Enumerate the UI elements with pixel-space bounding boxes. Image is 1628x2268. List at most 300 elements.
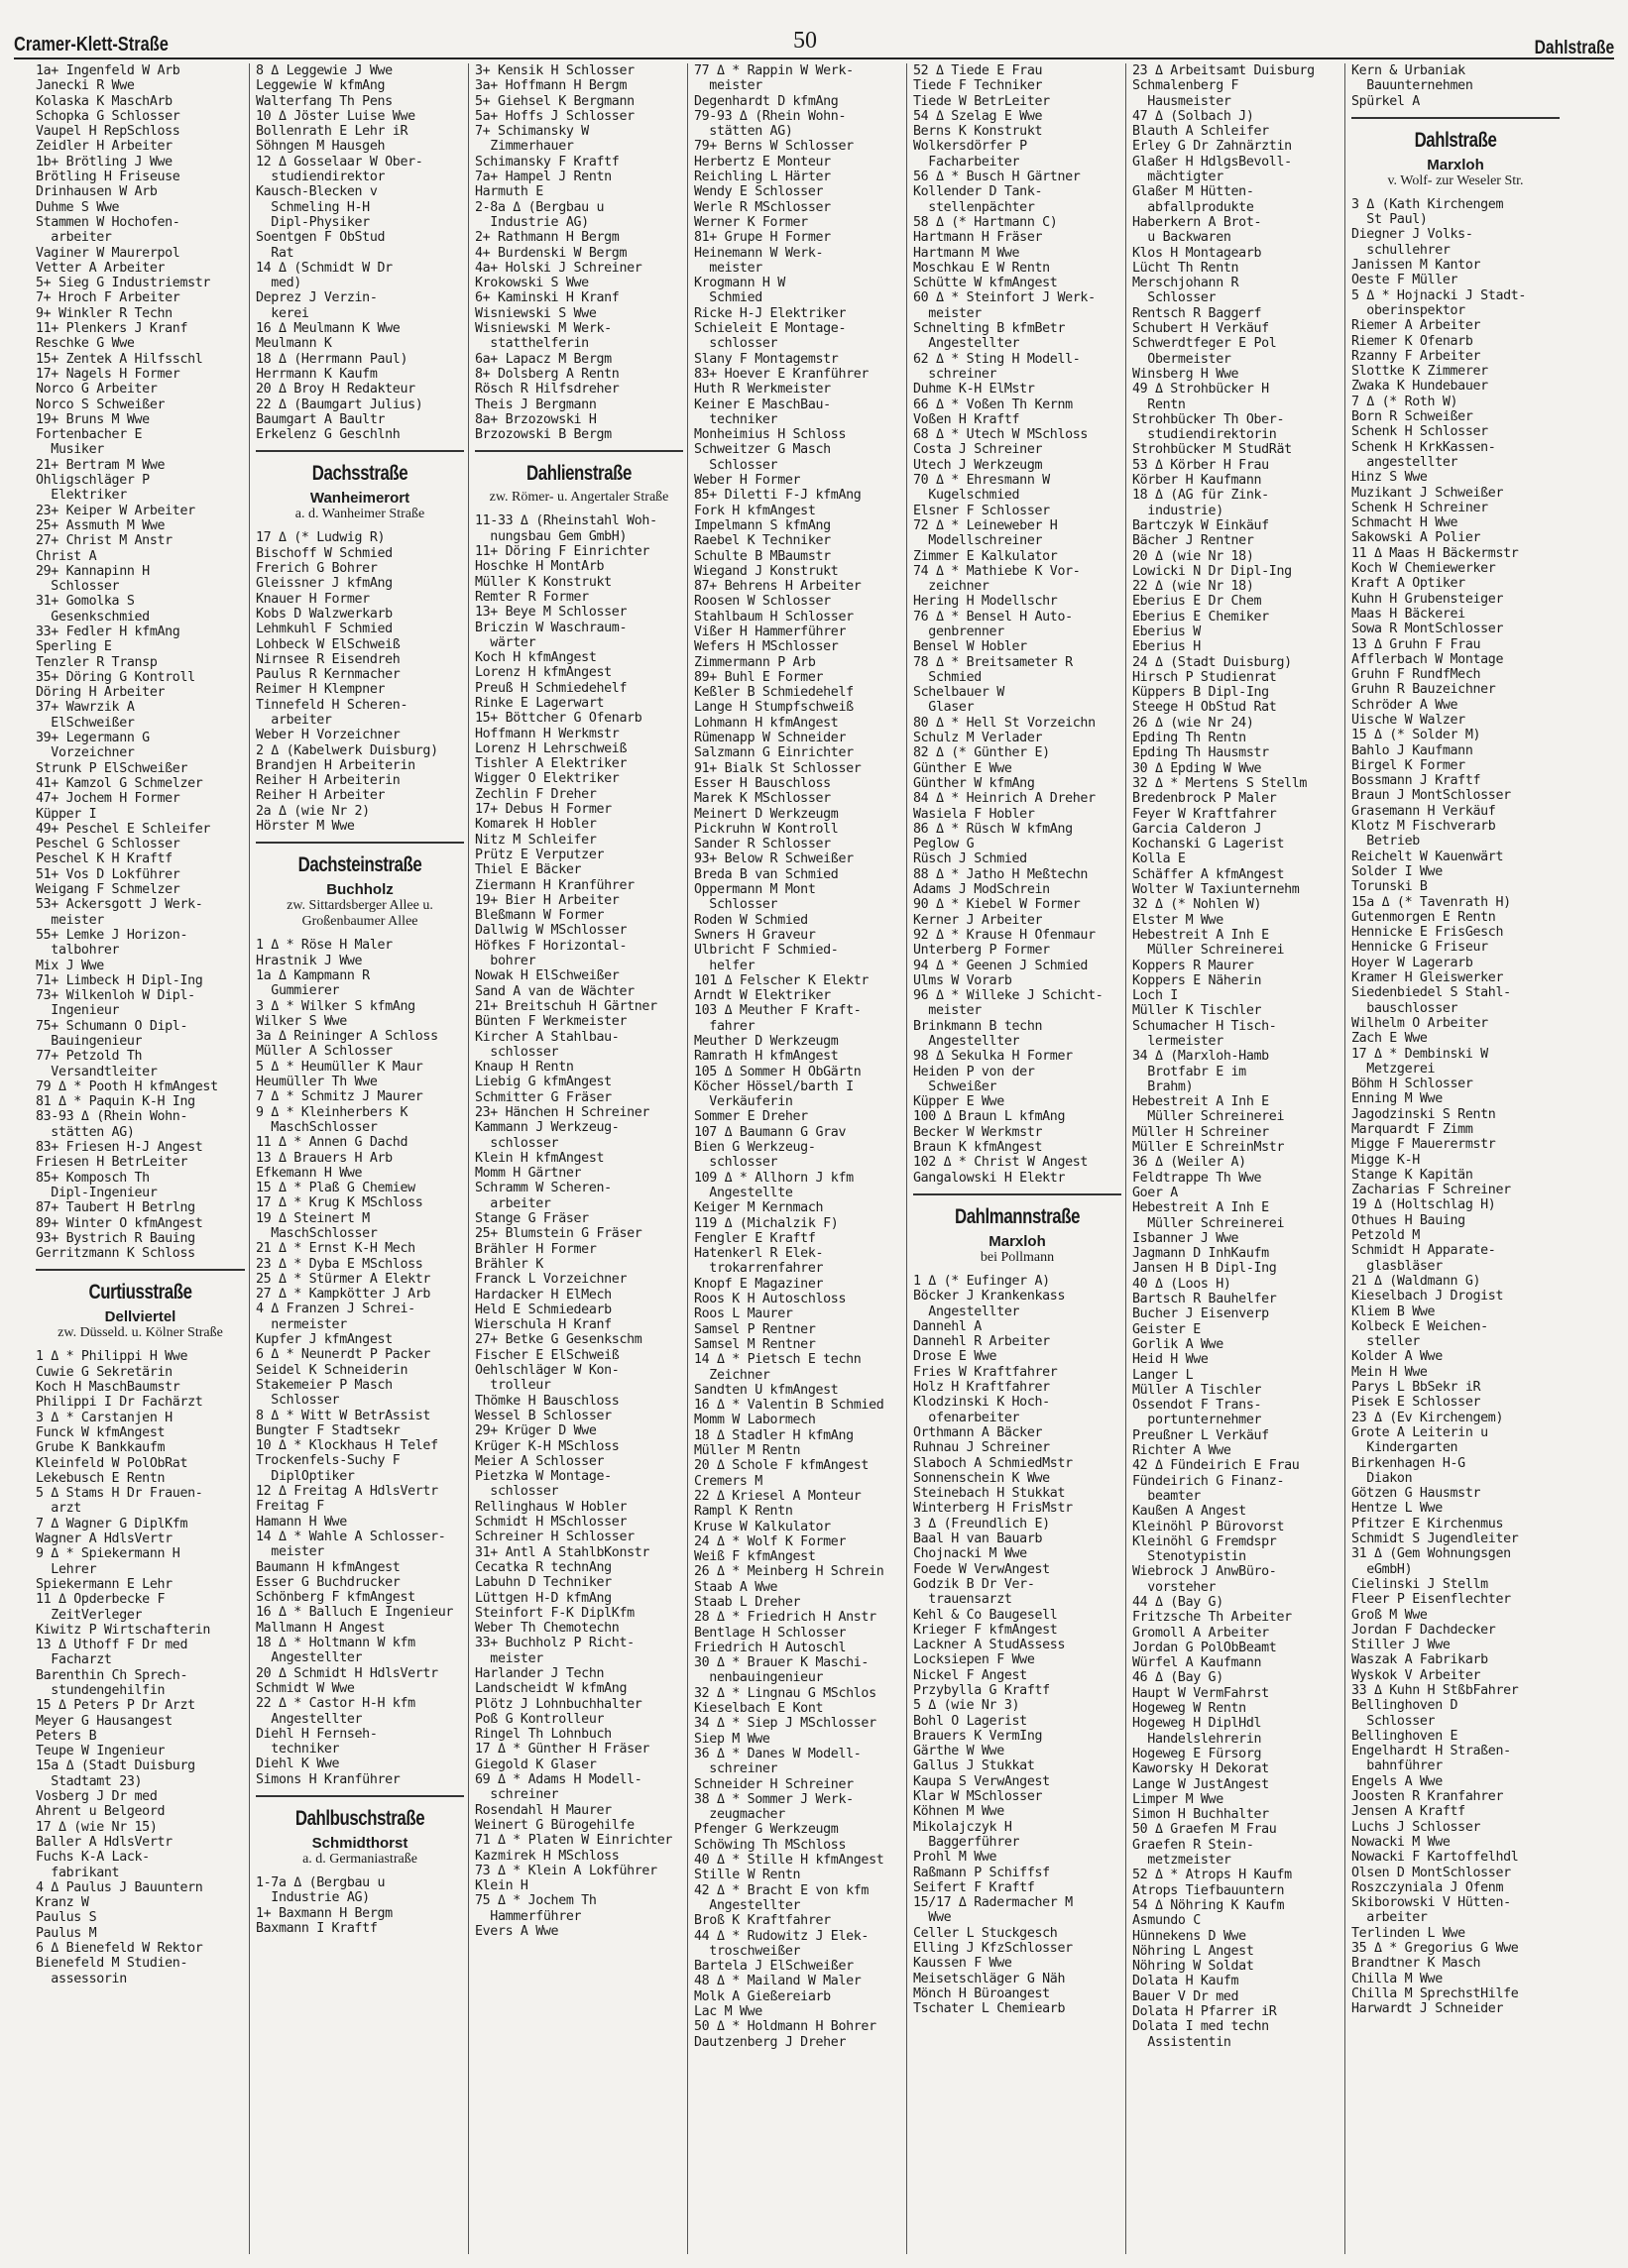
resident-entry: 3 Δ * Carstanjen H <box>36 1410 173 1425</box>
resident-entry: 3 Δ (Kath Kirchengem <box>1351 196 1504 212</box>
directory-columns <box>30 63 1616 2254</box>
resident-entry: Samsel M Rentner <box>694 1336 816 1352</box>
resident-entry: Seidel K Schneiderin <box>256 1362 408 1378</box>
resident-entry: 94 Δ * Geenen J Schmied <box>913 958 1089 973</box>
resident-entry: 9 Δ * Spiekermann H <box>36 1546 180 1562</box>
resident-entry: 1 Δ * Philippi H Wwe <box>36 1349 188 1365</box>
resident-entry: DiplOptiker <box>256 1468 355 1484</box>
resident-entry: Herbertz E Monteur <box>694 154 831 170</box>
resident-entry: 30 Δ Epding W Wwe <box>1132 760 1262 776</box>
resident-entry: bauschlosser <box>1351 1000 1458 1016</box>
resident-entry: Barenthin Ch Sprech- <box>36 1667 188 1683</box>
resident-entry: 44 Δ (Bay G) <box>1132 1594 1223 1610</box>
resident-entry: 109 Δ * Allhorn J kfm <box>694 1170 854 1186</box>
resident-entry: Peglow G <box>913 837 975 852</box>
district-label: Dellviertel <box>104 1308 176 1326</box>
column-5 <box>906 63 1125 2254</box>
resident-entry: helfer <box>694 958 756 973</box>
resident-entry: Harwardt J Schneider <box>1351 2001 1504 2017</box>
resident-entry: 4a+ Holski J Schreiner <box>475 260 642 276</box>
resident-entry: Bungter F Stadtsekr <box>256 1422 401 1438</box>
resident-entry: 100 Δ Braun L kfmAng <box>913 1109 1066 1125</box>
resident-entry: 49+ Peschel E Schleifer <box>36 821 211 837</box>
resident-entry: Kolaska K MaschArb <box>36 93 173 109</box>
resident-entry: Wefers H MSchlosser <box>694 639 839 655</box>
resident-entry: 2-8a Δ (Bergbau u <box>475 199 605 215</box>
resident-entry: Schmidt H Apparate- <box>1351 1243 1496 1259</box>
resident-entry: 3a+ Hoffmann H Bergm <box>475 78 628 94</box>
resident-entry: Brandtner K Masch <box>1351 1956 1481 1972</box>
resident-entry: Pisek E Schlosser <box>1351 1395 1481 1411</box>
resident-entry: Diehl H Fernseh- <box>256 1726 378 1742</box>
resident-entry: Hennicke E FrisGesch <box>1351 925 1504 941</box>
resident-entry: Versandtleiter <box>36 1064 158 1079</box>
section-divider <box>913 1193 1121 1195</box>
resident-entry: Bien G Werkzeug- <box>694 1140 816 1156</box>
resident-entry: Reichling L Härter <box>694 170 831 185</box>
resident-entry: Bellinghoven E <box>1351 1728 1458 1744</box>
resident-entry: Leggewie W kfmAng <box>256 78 386 94</box>
resident-entry: arbeiter <box>36 230 112 246</box>
resident-entry: 22 Δ * Castor H-H kfm <box>256 1696 415 1712</box>
column-6 <box>1125 63 1344 2254</box>
resident-entry: Reiher H Arbeiterin <box>256 773 401 789</box>
resident-entry: Janissen M Kantor <box>1351 258 1481 274</box>
resident-entry: Industrie AG) <box>475 214 589 230</box>
resident-entry: Peschel K H Kraftf <box>36 851 173 867</box>
resident-entry: Müller K Konstrukt <box>475 574 612 590</box>
resident-entry: Peschel G Schlosser <box>36 837 180 852</box>
resident-entry: 22 Δ Kriesel A Monteur <box>694 1488 862 1504</box>
resident-entry: Schwerdtfeger E Pol <box>1132 336 1277 352</box>
resident-entry: Stadtamt 23) <box>36 1773 143 1789</box>
resident-entry: Kolbeck E Weichen- <box>1351 1318 1488 1334</box>
resident-entry: 15 Δ * Plaß G Chemiew <box>256 1181 415 1196</box>
resident-entry: Hartmann H Fräser <box>913 230 1043 246</box>
resident-entry: Paulus M <box>36 1925 97 1941</box>
resident-entry: Staab A Wwe <box>694 1579 778 1595</box>
resident-entry: Baumgart A Baultr <box>256 411 386 427</box>
resident-entry: Cremers M <box>694 1473 762 1489</box>
resident-entry: Winterberg H FrisMstr <box>913 1501 1073 1517</box>
resident-entry: Frerich G Bohrer <box>256 561 378 577</box>
resident-entry: Bartsch R Bauhelfer <box>1132 1292 1277 1307</box>
resident-entry: Epding Th Hausmstr <box>1132 745 1269 761</box>
resident-entry: Fengler E Kraftf <box>694 1230 816 1246</box>
resident-entry: Pietzka W Montage- <box>475 1469 612 1485</box>
resident-entry: Zechlin F Dreher <box>475 786 597 802</box>
resident-entry: Höfkes F Horizontal- <box>475 938 628 954</box>
resident-entry: Bossmann J Kraftf <box>1351 773 1481 789</box>
header-rule <box>14 57 1614 59</box>
resident-entry: Fritzsche Th Arbeiter <box>1132 1610 1292 1626</box>
resident-entry: 19+ Bier H Arbeiter <box>475 892 620 908</box>
column-7 <box>1344 63 1564 2254</box>
resident-entry: med) <box>256 276 301 291</box>
resident-entry: Brinkmann B techn <box>913 1018 1043 1034</box>
resident-entry: Weber H Former <box>694 473 801 489</box>
resident-entry: stätten AG) <box>36 1124 135 1140</box>
resident-entry: Nitz M Schleifer <box>475 832 597 848</box>
resident-entry: Fork H kfmAngest <box>694 503 816 518</box>
resident-entry: glasbläser <box>1351 1258 1443 1274</box>
resident-entry: Eberius W <box>1132 624 1201 639</box>
resident-entry: ZeitVerleger <box>36 1607 143 1623</box>
resident-entry: Briczin W Waschraum- <box>475 620 628 635</box>
resident-entry: Schmidt S Jugendleiter <box>1351 1531 1519 1547</box>
resident-entry: 29+ Krüger D Wwe <box>475 1423 597 1439</box>
resident-entry: 5 Δ * Heumüller K Maur <box>256 1059 423 1075</box>
resident-entry: Oppermann M Mont <box>694 882 816 898</box>
resident-entry: Locksiepen F Wwe <box>913 1652 1035 1668</box>
resident-entry: Bahlo J Kaufmann <box>1351 742 1473 758</box>
resident-entry: Kern & Urbaniak <box>1351 63 1465 78</box>
resident-entry: Zach E Wwe <box>1351 1031 1428 1047</box>
resident-entry: 7 Δ * Schmitz J Maurer <box>256 1089 423 1105</box>
resident-entry: nungsbau Gem GmbH) <box>475 528 628 544</box>
resident-entry: 33+ Fedler H kfmAng <box>36 624 180 639</box>
resident-entry: Kieselbach E Kont <box>694 1701 824 1717</box>
resident-entry: Müller A Schlosser <box>256 1044 393 1060</box>
resident-entry: 31 Δ (Gem Wohnungsgen <box>1351 1546 1511 1562</box>
resident-entry: St Paul) <box>1351 212 1428 228</box>
resident-entry: 8a+ Brzozowski H <box>475 411 597 427</box>
resident-entry: Böcker J Krankenkass <box>913 1289 1066 1304</box>
resident-entry: Schelbauer W <box>913 685 1004 701</box>
resident-entry: Götzen G Hausmstr <box>1351 1486 1481 1502</box>
resident-entry: Musiker <box>36 442 104 458</box>
resident-entry: Facharbeiter <box>913 154 1020 170</box>
resident-entry: Huth R Werkmeister <box>694 382 831 397</box>
resident-entry: 40 Δ (Loos H) <box>1132 1276 1231 1292</box>
resident-entry: Müller E SchreinMstr <box>1132 1140 1285 1156</box>
resident-entry: 22 Δ (Baumgart Julius) <box>256 397 423 412</box>
resident-entry: Haupt W VermFahrst <box>1132 1685 1269 1701</box>
resident-entry: Wasiela F Hobler <box>913 806 1035 822</box>
resident-entry: Betrieb <box>1351 834 1420 850</box>
resident-entry: stätten AG) <box>694 124 793 140</box>
resident-entry: 62 Δ * Sting H Modell- <box>913 351 1081 367</box>
resident-entry: 5 Δ * Hojnacki J Stadt- <box>1351 287 1527 303</box>
resident-entry: Pfitzer E Kirchenmus <box>1351 1516 1504 1531</box>
resident-entry: ofenarbeiter <box>913 1410 1020 1425</box>
resident-entry: Torunski B <box>1351 879 1428 895</box>
resident-entry: Gesenkschmied <box>36 609 150 624</box>
resident-entry: Herrmann K Kaufm <box>256 366 378 382</box>
resident-entry: 50 Δ Graefen M Frau <box>1132 1822 1277 1838</box>
resident-entry: Schönberg F kfmAngest <box>256 1590 415 1606</box>
resident-entry: 1b+ Brötling J Wwe <box>36 154 173 170</box>
resident-entry: Müller K Tischler <box>1132 1003 1262 1019</box>
resident-entry: 98 Δ Sekulka H Former <box>913 1049 1073 1065</box>
resident-entry: Heumüller Th Wwe <box>256 1075 378 1090</box>
resident-entry: Slany F Montagemstr <box>694 351 839 367</box>
resident-entry: Langer L <box>1132 1367 1194 1383</box>
resident-entry: Klar W MSchlosser <box>913 1789 1043 1805</box>
column-3 <box>468 63 687 2254</box>
resident-entry: Müller M Rentn <box>694 1443 801 1459</box>
resident-entry: Tiede F Techniker <box>913 78 1043 94</box>
resident-entry: 3a Δ Reininger A Schloss <box>256 1029 438 1045</box>
resident-entry: Bredenbrock P Maler <box>1132 791 1277 807</box>
resident-entry: Funck W kfmAngest <box>36 1424 166 1440</box>
resident-entry: meister <box>475 1650 543 1666</box>
resident-entry: Dannehl R Arbeiter <box>913 1334 1050 1350</box>
resident-entry: 107 Δ Baumann G Grav <box>694 1124 847 1140</box>
street-location-note: zw. Sittardsberger Allee u. Großenbaumer Allee <box>287 898 433 930</box>
resident-entry: u Backwaren <box>1132 230 1231 246</box>
resident-entry: troschweißer <box>694 1943 801 1959</box>
resident-entry: Stange K Kapitän <box>1351 1167 1473 1183</box>
resident-entry: 44 Δ * Rudowitz J Elek- <box>694 1928 870 1944</box>
resident-entry: Klos H Montagearb <box>1132 245 1262 261</box>
resident-entry: MaschSchlosser <box>256 1119 378 1135</box>
resident-entry: Fortenbacher E <box>36 427 143 443</box>
resident-entry: 23 Δ Arbeitsamt Duisburg <box>1132 63 1315 78</box>
resident-entry: angestellter <box>1351 454 1458 470</box>
resident-entry: Kammann J Werkzeug- <box>475 1120 620 1136</box>
resident-entry: Schmeling H-H <box>256 199 370 215</box>
resident-entry: Hoschke H MontArb <box>475 559 605 575</box>
resident-entry: 13 Δ Uthoff F Dr med <box>36 1638 188 1653</box>
resident-entry: Sakowski A Polier <box>1351 530 1481 546</box>
resident-entry: Fuchs K-A Lack- <box>36 1850 150 1866</box>
resident-entry: Roosen W Schlosser <box>694 594 831 610</box>
resident-entry: 9+ Winkler R Techn <box>36 305 173 321</box>
resident-entry: 84 Δ * Heinrich A Dreher <box>913 791 1096 807</box>
resident-entry: 3 Δ (Freundlich E) <box>913 1516 1050 1531</box>
resident-entry: Schneider H Schreiner <box>694 1776 854 1792</box>
resident-entry: Hinz S Wwe <box>1351 470 1428 486</box>
resident-entry: 2 Δ (Kabelwerk Duisburg) <box>256 742 438 758</box>
resident-entry: beamter <box>1132 1488 1201 1504</box>
resident-entry: Koch H kfmAngest <box>475 650 597 666</box>
resident-entry: arbeiter <box>256 712 332 728</box>
resident-entry: Simons H Kranführer <box>256 1771 401 1787</box>
resident-entry: Baumann H kfmAngest <box>256 1559 401 1575</box>
resident-entry: Enning M Wwe <box>1351 1091 1443 1107</box>
resident-entry: Hebestreit A Inh E <box>1132 1094 1269 1110</box>
resident-entry: Meinert D Werkzeugm <box>694 806 839 822</box>
resident-entry: Nowacki F Kartoffelhdl <box>1351 1850 1519 1866</box>
resident-entry: Kolder A Wwe <box>1351 1349 1443 1365</box>
street-location-note: zw. Römer- u. Angertaler Straße <box>489 490 669 506</box>
resident-entry: 1a Δ Kampmann R <box>256 967 370 983</box>
resident-entry: Reimer H Klempner <box>256 682 386 698</box>
resident-entry: 81 Δ * Paquin K-H Ing <box>36 1094 195 1110</box>
resident-entry: Momm H Gärtner <box>475 1166 582 1182</box>
resident-entry: Prütz E Verputzer <box>475 847 605 862</box>
resident-entry: Wiegand J Konstrukt <box>694 563 839 579</box>
resident-entry: 17 Δ (* Ludwig R) <box>256 530 386 546</box>
resident-entry: abfallprodukte <box>1132 199 1254 215</box>
street-heading: Dachsstraße <box>311 462 408 486</box>
resident-entry: Afflerbach W Montage <box>1351 651 1504 667</box>
resident-entry: Schmitter G Fräser <box>475 1089 612 1105</box>
street-heading: Dahlienstraße <box>526 462 632 486</box>
resident-entry: Ahrent u Belgeord <box>36 1804 166 1820</box>
resident-entry: 90 Δ * Kiebel W Former <box>913 897 1081 913</box>
resident-entry: Prohl M Wwe <box>913 1850 997 1866</box>
resident-entry: 7 Δ Wagner G DiplKfm <box>36 1516 188 1531</box>
resident-entry: Thiel E Bäcker <box>475 862 582 878</box>
resident-entry: Pickruhn W Kontroll <box>694 821 839 837</box>
resident-entry: Schweißer <box>913 1078 997 1094</box>
resident-entry: Kircher A Stahlbau- <box>475 1029 620 1045</box>
resident-entry: Schopka G Schlosser <box>36 108 180 124</box>
resident-entry: 27+ Betke G Gesenkschm <box>475 1332 642 1348</box>
resident-entry: 1 Δ (* Eufinger A) <box>913 1273 1050 1289</box>
resident-entry: Bucher J Eisenverp <box>1132 1306 1269 1322</box>
resident-entry: Reiher H Arbeiter <box>256 788 386 804</box>
resident-entry: Rentn <box>1132 397 1186 412</box>
resident-entry: Philippi I Dr Fachärzt <box>36 1395 203 1411</box>
resident-entry: Mallmann H Angest <box>256 1620 386 1636</box>
resident-entry: Merschjohann R <box>1132 276 1239 291</box>
resident-entry: Stiller J Wwe <box>1351 1638 1451 1653</box>
resident-entry: 91+ Bialk St Schlosser <box>694 760 862 776</box>
resident-entry: Isbanner J Wwe <box>1132 1230 1239 1246</box>
resident-entry: 60 Δ * Steinfort J Werk- <box>913 290 1096 306</box>
resident-entry: Angestellter <box>256 1650 363 1666</box>
resident-entry: Hirsch P Studienrat <box>1132 669 1277 685</box>
resident-entry: 15+ Zentek A Hilfsschl <box>36 351 203 367</box>
resident-entry: Brandjen H Arbeiterin <box>256 757 415 773</box>
resident-entry: Stille W Rentn <box>694 1868 801 1883</box>
resident-entry: Wiebrock J AnwBüro- <box>1132 1564 1277 1580</box>
resident-entry: Hartmann M Wwe <box>913 245 1020 261</box>
resident-entry: Wendy E Schlosser <box>694 184 824 200</box>
resident-entry: Hogeweg H DiplHdl <box>1132 1716 1262 1732</box>
resident-entry: Slottke K Zimmerer <box>1351 364 1488 380</box>
resident-entry: Duhme K-H ElMstr <box>913 382 1035 397</box>
resident-entry: 89+ Winter O kfmAngest <box>36 1215 203 1231</box>
resident-entry: Strunk P ElSchweißer <box>36 760 188 776</box>
resident-entry: Hünnekens D Wwe <box>1132 1928 1246 1944</box>
resident-entry: 25 Δ * Stürmer A Elektr <box>256 1271 431 1287</box>
resident-entry: Eberius E Dr Chem <box>1132 594 1262 610</box>
resident-entry: Hamann H Wwe <box>256 1514 347 1530</box>
resident-entry: 20 Δ (wie Nr 18) <box>1132 548 1254 564</box>
resident-entry: Klodzinski K Hoch- <box>913 1395 1050 1411</box>
resident-entry: 26 Δ (wie Nr 24) <box>1132 715 1254 731</box>
resident-entry: Voßen H Kraftf <box>913 411 1020 427</box>
resident-entry: schlosser <box>475 1044 559 1060</box>
resident-entry: Schreiner H Schlosser <box>475 1530 635 1545</box>
resident-entry: Jordan G PolObBeamt <box>1132 1640 1277 1655</box>
resident-entry: Birkenhagen H-G <box>1351 1455 1465 1471</box>
resident-entry: 31+ Antl A StahlbKonstr <box>475 1544 650 1560</box>
resident-entry: Weigang F Schmelzer <box>36 882 180 898</box>
resident-entry: Seifert F Kraftf <box>913 1879 1035 1895</box>
resident-entry: 11 Δ Opderbecke F <box>36 1592 166 1608</box>
resident-entry: Eberius H <box>1132 639 1201 655</box>
resident-entry: Koch W Chemiewerker <box>1351 561 1496 577</box>
resident-entry: trolleur <box>475 1378 551 1394</box>
resident-entry: zeichner <box>913 579 989 595</box>
resident-entry: 13+ Beye M Schlosser <box>475 605 628 621</box>
resident-entry: Norco S Schweißer <box>36 397 166 412</box>
resident-entry: 30 Δ * Brauer K Maschi- <box>694 1655 870 1671</box>
resident-entry: Wyskok V Arbeiter <box>1351 1667 1481 1683</box>
resident-entry: 20 Δ Schmidt H HdlsVertr <box>256 1665 438 1681</box>
resident-entry: Schramm W Scheren- <box>475 1181 612 1196</box>
resident-entry: kerei <box>256 305 309 321</box>
resident-entry: Brähler K <box>475 1256 543 1272</box>
resident-entry: Thömke H Bauschloss <box>475 1393 620 1409</box>
resident-entry: 83-93 Δ (Rhein Wohn- <box>36 1109 188 1125</box>
resident-entry: Kliem B Wwe <box>1351 1304 1436 1319</box>
resident-entry: Born R Schweißer <box>1351 409 1473 425</box>
resident-entry: Nöhring L Angest <box>1132 1943 1254 1959</box>
resident-entry: 13 Δ Gruhn F Frau <box>1351 636 1481 652</box>
resident-entry: Atrops Tiefbauuntern <box>1132 1882 1285 1898</box>
resident-entry: 21+ Breitschuh H Gärtner <box>475 998 657 1014</box>
resident-entry: 89+ Buhl E Former <box>694 669 824 685</box>
resident-entry: Schäffer A kfmAngest <box>1132 866 1285 882</box>
resident-entry: Küppers B Dipl-Ing <box>1132 685 1269 701</box>
resident-entry: wärter <box>475 634 536 650</box>
resident-entry: Koch H MaschBaumstr <box>36 1380 180 1396</box>
resident-entry: Schmied <box>913 669 982 685</box>
resident-entry: Köcher Hössel/barth I <box>694 1078 854 1094</box>
resident-entry: Rosendahl H Maurer <box>475 1802 612 1818</box>
resident-entry: 48 Δ * Mailand W Maler <box>694 1974 862 1989</box>
resident-entry: 28 Δ * Friedrich H Anstr <box>694 1610 876 1626</box>
resident-entry: Elsner F Schlosser <box>913 503 1050 518</box>
resident-entry: 93+ Below R Schweißer <box>694 851 854 867</box>
resident-entry: Spiekermann E Lehr <box>36 1576 173 1592</box>
resident-entry: arzt <box>36 1501 81 1517</box>
resident-entry: 22 Δ (wie Nr 18) <box>1132 579 1254 595</box>
resident-entry: Nöhring W Soldat <box>1132 1959 1254 1975</box>
resident-entry: Weinert G Bürogehilfe <box>475 1817 635 1833</box>
resident-entry: Müller Schreinerei <box>1132 943 1285 959</box>
street-heading: Dahlbuschstraße <box>294 1806 425 1830</box>
resident-entry: Hentze L Wwe <box>1351 1501 1443 1517</box>
resident-entry: Dolata H Kaufm <box>1132 1974 1239 1989</box>
resident-entry: Bauunternehmen <box>1351 78 1473 94</box>
resident-entry: Hausmeister <box>1132 93 1231 109</box>
resident-entry: Bünten F Werkmeister <box>475 1014 628 1030</box>
resident-entry: 17 Δ * Krug K MSchloss <box>256 1195 423 1211</box>
resident-entry: Modellschreiner <box>913 533 1043 549</box>
resident-entry: Roszczyniala J Ofenm <box>1351 1879 1504 1895</box>
resident-entry: Fischer E ElSchweiß <box>475 1347 620 1363</box>
resident-entry: 9 Δ * Kleinherbers K <box>256 1104 408 1120</box>
resident-entry: Plötz J Lohnbuchhalter <box>475 1696 642 1712</box>
resident-entry: 85+ Diletti F-J kfmAng <box>694 488 862 504</box>
resident-entry: Brahm) <box>1132 1078 1194 1094</box>
resident-entry: schlosser <box>694 1155 778 1171</box>
resident-entry: Zimmer E Kalkulator <box>913 548 1058 564</box>
resident-entry: 21 Δ * Ernst K-H Mech <box>256 1241 415 1257</box>
resident-entry: arbeiter <box>1351 1910 1428 1926</box>
resident-entry: 21+ Bertram M Wwe <box>36 457 166 473</box>
resident-entry: Kaworsky H Dekorat <box>1132 1761 1269 1777</box>
resident-entry: Nickel F Angest <box>913 1667 1027 1683</box>
resident-entry: Migge F Mauerermstr <box>1351 1137 1496 1153</box>
resident-entry: Ossendot F Trans- <box>1132 1398 1262 1414</box>
resident-entry: Paulus R Kernmacher <box>256 667 401 683</box>
resident-entry: 19 Δ Steinert M <box>256 1210 370 1226</box>
resident-entry: Kramer H Gleiswerker <box>1351 970 1504 986</box>
resident-entry: Salzmann G Einrichter <box>694 745 854 761</box>
resident-entry: Schöwing Th MSchloss <box>694 1837 847 1853</box>
resident-entry: Monheimius H Schloss <box>694 427 847 443</box>
resident-entry: Solder I Wwe <box>1351 863 1443 879</box>
resident-entry: Blauth A Schleifer <box>1132 124 1269 140</box>
